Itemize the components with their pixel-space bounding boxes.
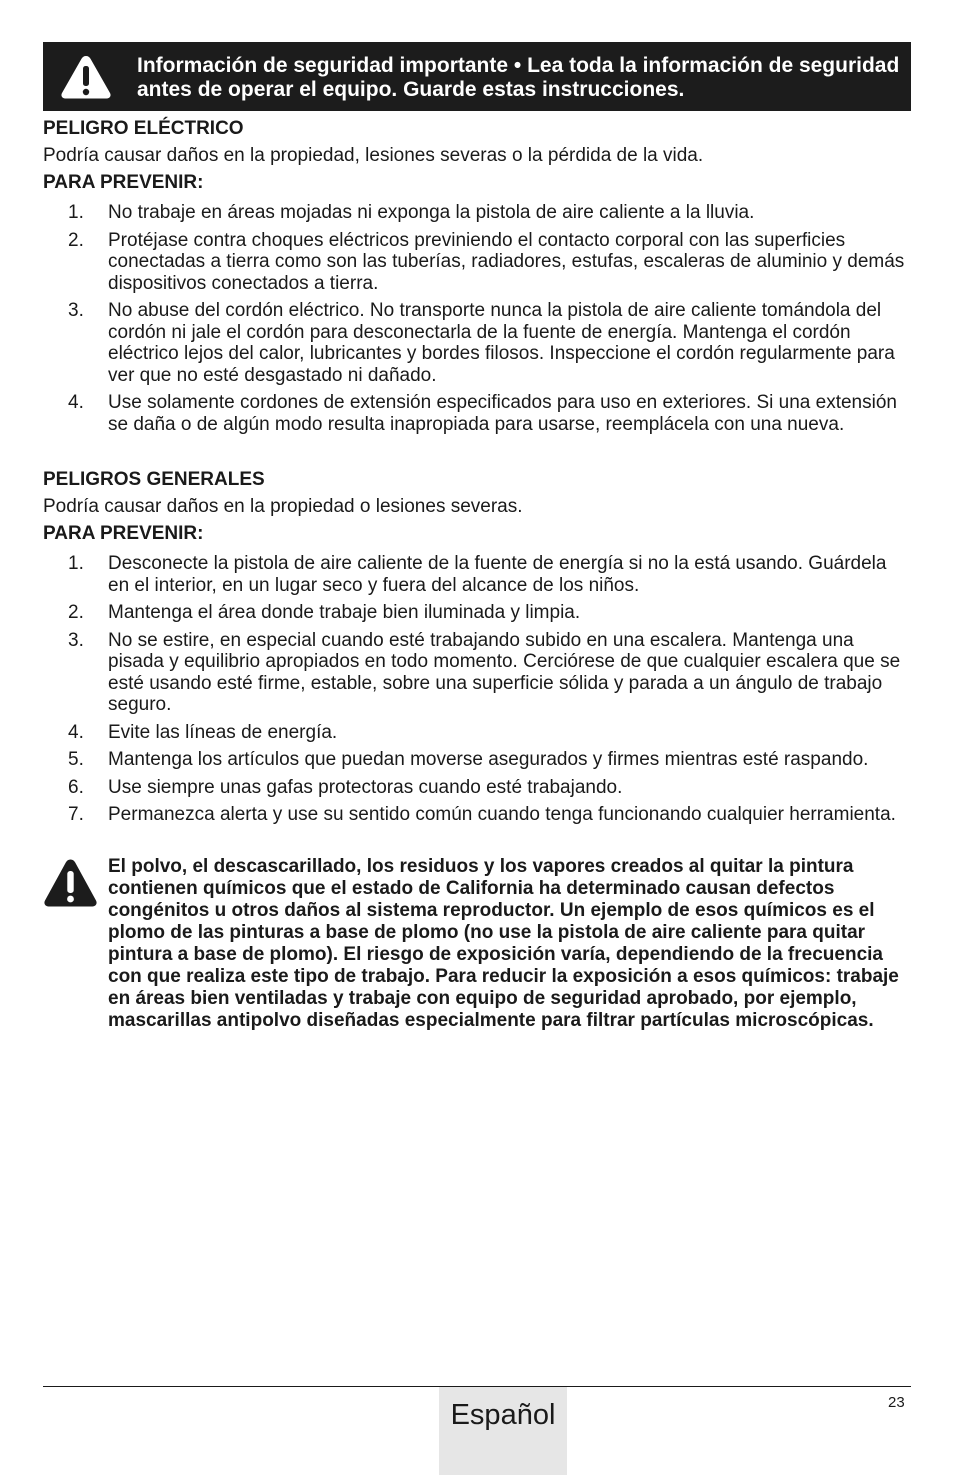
- list-item-text: Desconecte la pistola de aire caliente de la fuente de energía si no la está usando. Guárdela en el interior, en un lugar seco y fuera del alcance de los niños.: [108, 553, 887, 596]
- list-item-number: 6.: [68, 776, 84, 798]
- list-item-text: Use solamente cordones de extensión especificados para uso en exteriores. Si una extensión se daña o de algún modo resulta inapropiada para usarse, reemplácela con una nueva.: [108, 392, 897, 435]
- list-item-text: Permanezca alerta y use su sentido común cuando tenga funcionando cualquier herramienta.: [108, 804, 896, 825]
- list-item-text: Use siempre unas gafas protectoras cuando esté trabajando.: [108, 776, 623, 798]
- warning-triangle-icon: [43, 858, 98, 908]
- list-item-text: Protéjase contra choques eléctricos previniendo el contacto corporal con las superficies conectadas a tierra como son las tuberías, radiadores, estufas, escaleras de aluminio y demás dispositivos conectados a tierra.: [108, 229, 905, 294]
- list-item-number: 4.: [68, 392, 84, 413]
- list-item: [43, 392, 911, 435]
- list-item: [43, 202, 911, 224]
- list-item: [43, 777, 911, 799]
- list-item: [43, 630, 911, 716]
- section-heading-electrical: PELIGRO ELÉCTRICO: [43, 118, 244, 139]
- list-item-text: No abuse del cordón eléctrico. No transporte nunca la pistola de aire caliente tomándola del cordón ni jale el cordón para desconectarla de la fuente de energía. Mantenga el cordón eléctrico lejos del calor, lubricantes y bordes filosos. Inspeccione el cordón regularmente para ver que no esté desgastado ni dañado.: [108, 300, 895, 386]
- list-item-number: 3.: [68, 629, 84, 651]
- prevent-label-electrical: PARA PREVENIR:: [43, 172, 204, 193]
- document-page: [43, 42, 911, 1032]
- list-item-number: 2.: [68, 229, 84, 251]
- electrical-prevention-list: [43, 202, 911, 435]
- section-description-electrical: Podría causar daños en la propiedad, lesiones severas o la pérdida de la vida.: [43, 145, 704, 166]
- list-item-number: 5.: [68, 749, 84, 770]
- list-item-number: 7.: [68, 804, 84, 825]
- list-item-text: No trabaje en áreas mojadas ni exponga la pistola de aire caliente a la lluvia.: [108, 202, 755, 223]
- general-prevention-list: [43, 553, 911, 826]
- list-item-number: 4.: [68, 721, 84, 743]
- list-item-text: Evite las líneas de energía.: [108, 721, 338, 743]
- list-item-number: 2.: [68, 602, 84, 623]
- banner-title: Información de seguridad importante • Lea toda la información de seguridad antes de operar el equipo. Guarde estas instrucciones.: [137, 54, 900, 101]
- list-item: [43, 553, 911, 596]
- list-item-text: Mantenga el área donde trabaje bien iluminada y limpia.: [108, 602, 581, 623]
- california-warning: [43, 856, 911, 1032]
- language-label: Español: [450, 1399, 556, 1431]
- warning-triangle-icon: [60, 54, 112, 100]
- list-item: [43, 230, 911, 295]
- list-item-number: 1.: [68, 553, 84, 574]
- warning-text: El polvo, el descascarillado, los residuos y los vapores creados al quitar la pintura contienen químicos que el estado de California ha determinado causan defectos congénitos u otros daños al sistema reproductor. Un ejemplo de esos químicos es el plomo de las pinturas a base de plomo (no use la pistola de aire caliente para quitar pintura a base de plomo). El riesgo de exposición varía, dependiendo de la frecuencia con que realiza este tipo de trabajo. Para reducir la exposición a esos químicos: trabaje en áreas bien ventiladas y trabaje con equipo de seguridad aprobado, por ejemplo, mascarillas antipolvo diseñadas especialmente para filtrar partículas microscópicas.: [108, 855, 899, 1031]
- list-item-text: Mantenga los artículos que puedan moverse asegurados y firmes mientras esté raspando.: [108, 749, 869, 770]
- section-description-general: Podría causar daños en la propiedad o lesiones severas.: [43, 496, 523, 517]
- page-number: 23: [888, 1394, 905, 1411]
- prevent-label-general: PARA PREVENIR:: [43, 523, 204, 544]
- section-heading-general: PELIGROS GENERALES: [43, 469, 265, 490]
- safety-banner: [43, 42, 911, 111]
- list-item: [43, 300, 911, 386]
- list-item-text: No se estire, en especial cuando esté trabajando subido en una escalera. Mantenga una pisada y equilibrio apropiados en todo momento. Cerciórese de que cualquier escalera que se esté usando esté firme, estable, sobre una superficie sólida y parada a un ángulo de trabajo seguro.: [108, 629, 901, 715]
- list-item-number: 1.: [68, 202, 84, 223]
- language-tab: [439, 1387, 567, 1475]
- list-item: [43, 804, 911, 826]
- list-item: [43, 602, 911, 624]
- list-item-number: 3.: [68, 300, 84, 321]
- list-item: [43, 749, 911, 771]
- list-item: [43, 722, 911, 744]
